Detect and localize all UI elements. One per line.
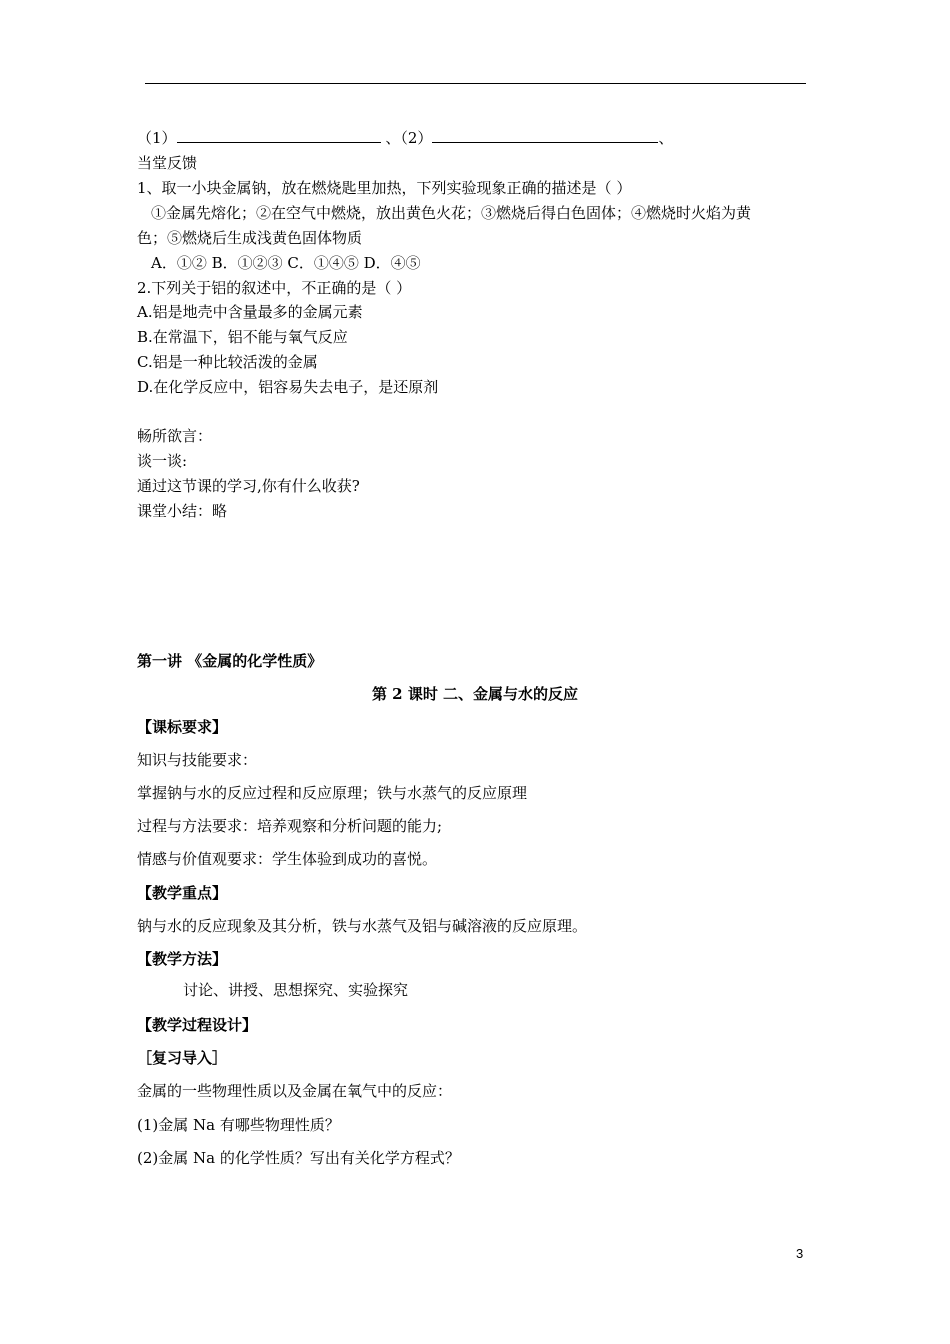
question-1-options: A．①② B．①②③ C．①④⑤ D．④⑤ <box>151 254 421 272</box>
fill-label-1: （1） <box>137 129 177 147</box>
question-2: 2.下列关于铝的叙述中，不正确的是（ ） <box>137 279 412 297</box>
fill-blank-1[interactable] <box>177 128 381 143</box>
page-number: 3 <box>796 1246 804 1261</box>
process-design-heading: 【教学过程设计】 <box>137 1016 258 1034</box>
question-1-statements-cont: 色；⑤燃烧后生成浅黄色固体物质 <box>137 229 363 247</box>
knowledge-skills-text: 掌握钠与水的反应过程和反应原理；铁与水蒸气的反应原理 <box>137 784 528 802</box>
question-2-option-d: D.在化学反应中，铝容易失去电子，是还原剂 <box>137 378 439 396</box>
talk-sub: 谈一谈: <box>137 452 188 470</box>
feedback-heading: 当堂反馈 <box>137 154 198 172</box>
process-method-text: 过程与方法要求：培养观察和分析问题的能力; <box>137 817 443 835</box>
review-intro: 金属的一些物理性质以及金属在氧气中的反应： <box>137 1082 453 1100</box>
question-2-option-c: C.铝是一种比较活泼的金属 <box>137 353 318 371</box>
focus-text: 钠与水的反应现象及其分析，铁与水蒸气及铝与碱溶液的反应原理。 <box>137 917 588 935</box>
review-question-1: (1)金属 Na 有哪些物理性质？ <box>137 1116 340 1134</box>
knowledge-skills-label: 知识与技能要求： <box>137 751 258 769</box>
question-1-statements: ①金属先熔化；②在空气中燃烧，放出黄色火花；③燃烧后得白色固体；④燃烧时火焰为黄 <box>151 204 752 222</box>
emotion-value-text: 情感与价值观要求：学生体验到成功的喜悦。 <box>137 850 438 868</box>
requirements-heading: 【课标要求】 <box>137 718 228 736</box>
talk-heading: 畅所欲言： <box>137 427 213 445</box>
method-heading: 【教学方法】 <box>137 950 228 968</box>
lesson-title: 第 2 课时 二、金属与水的反应 <box>371 685 579 703</box>
review-heading: ［复习导入］ <box>137 1049 228 1067</box>
lecture-title: 第一讲 《金属的化学性质》 <box>137 652 323 670</box>
class-summary: 课堂小结：略 <box>137 502 228 520</box>
focus-heading: 【教学重点】 <box>137 884 228 902</box>
fill-end: 、 <box>658 129 674 147</box>
header-rule <box>145 83 806 84</box>
fill-in-line <box>137 128 673 148</box>
question-1: 1、取一小块金属钠，放在燃烧匙里加热，下列实验现象正确的描述是（ ） <box>137 179 632 197</box>
talk-question: 通过这节课的学习,你有什么收获? <box>137 477 360 495</box>
question-2-option-a: A.铝是地壳中含量最多的金属元素 <box>137 303 363 321</box>
review-question-2: (2)金属 Na 的化学性质？写出有关化学方程式？ <box>137 1149 460 1167</box>
method-text: 讨论、讲授、思想探究、实验探究 <box>183 981 409 999</box>
question-2-option-b: B.在常温下，铝不能与氧气反应 <box>137 328 348 346</box>
fill-blank-2[interactable] <box>432 128 658 143</box>
fill-label-2: 、（2） <box>385 129 433 147</box>
